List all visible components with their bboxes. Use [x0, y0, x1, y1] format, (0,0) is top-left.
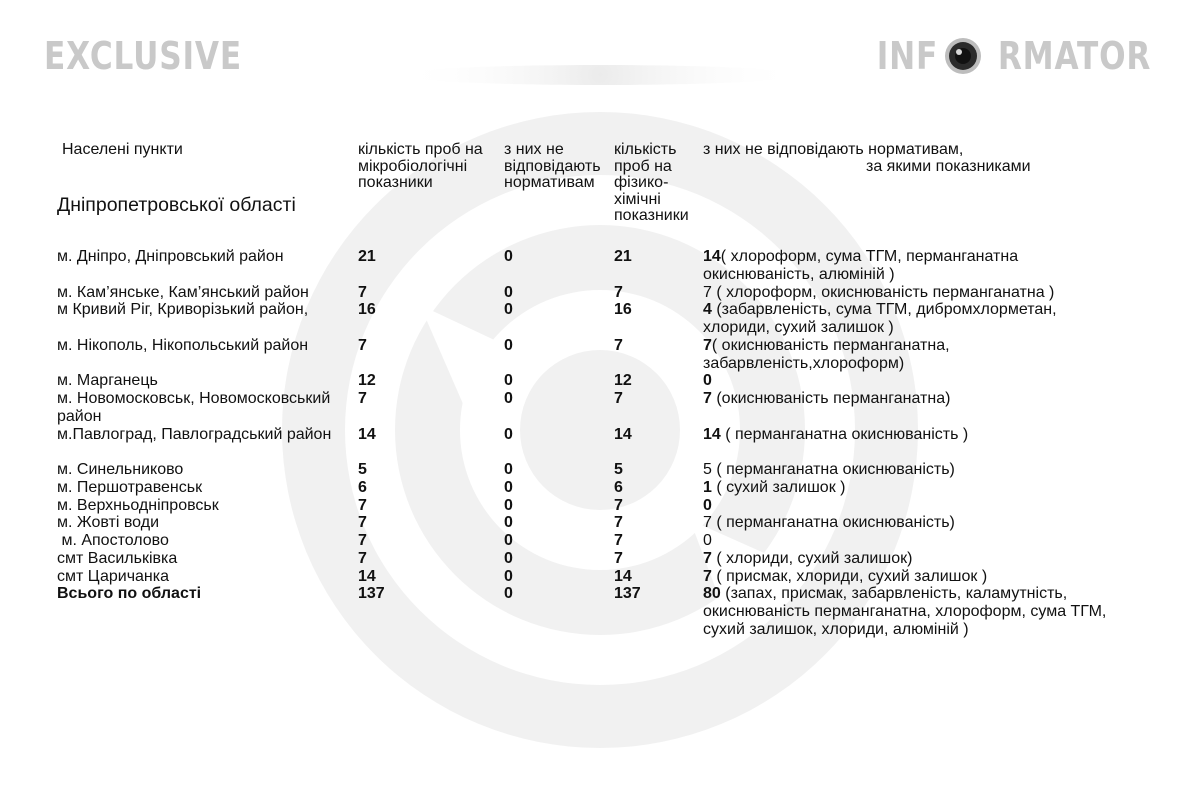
row-micro-bad: 0: [504, 372, 513, 389]
row-micro: 12: [358, 372, 376, 389]
row-phys-details: [703, 568, 987, 586]
row-phys-details: [703, 550, 912, 568]
row-micro-bad: 0: [504, 390, 513, 407]
header-phys-samples: кількість проб на фізико-хімічні показники: [614, 141, 689, 224]
row-phys-details: [703, 301, 1123, 337]
row-phys-bad: 7: [703, 514, 712, 531]
row-micro-bad: 0: [504, 568, 513, 585]
row-phys-bad: 80: [703, 585, 721, 602]
row-indicators: ( хлориди, сухий залишок): [711, 550, 913, 567]
row-name: м. Верхньодніпровськ: [57, 497, 219, 514]
row-phys: 7: [614, 550, 623, 567]
row-micro: 7: [358, 337, 367, 354]
row-micro-bad: 0: [504, 337, 513, 354]
row-phys-bad: 7: [703, 337, 712, 354]
row-phys: 7: [614, 532, 623, 549]
row-name: м Кривий Ріг, Криворізький район,: [57, 301, 309, 318]
row-indicators: ( хлороформ, сума ТГМ, перманганатна окиснюваність, алюміній ): [703, 248, 1019, 283]
row-name: м. Марганець: [57, 372, 158, 389]
header-phys-indicators: за якими показниками: [866, 158, 1031, 175]
row-name: м. Новомосковськ, Новомосковський район: [57, 390, 331, 425]
row-micro-bad: 0: [504, 497, 513, 514]
row-micro: 7: [358, 514, 367, 531]
row-micro-bad: 0: [504, 514, 513, 531]
row-phys-bad: 4: [703, 301, 712, 318]
row-indicators: ( присмак, хлориди, сухий залишок ): [711, 568, 988, 585]
row-name: м. Дніпро, Дніпровський район: [57, 248, 284, 265]
header-region: Дніпропетровської області: [57, 194, 296, 216]
row-micro-bad: 0: [504, 461, 513, 478]
row-phys-bad: 1: [703, 479, 712, 496]
row-micro-bad: 0: [504, 532, 513, 549]
row-name: Всього по області: [57, 585, 202, 602]
row-phys-bad: 0: [703, 532, 712, 549]
row-indicators: (забарвленість, сума ТГМ, дибромхлорметан, хлориди, сухий залишок ): [703, 301, 1057, 336]
row-indicators: ( перманганатна окиснюваність): [711, 514, 955, 531]
row-phys: 12: [614, 372, 632, 389]
row-micro: 7: [358, 284, 367, 301]
row-micro: 7: [358, 390, 367, 407]
informator-logo-text-a: INF: [876, 34, 939, 78]
row-name: м. Нікополь, Нікопольський район: [57, 337, 309, 354]
row-micro: 7: [358, 497, 367, 514]
row-phys: 16: [614, 301, 632, 318]
row-micro: 7: [358, 550, 367, 567]
row-indicators: ( перманганатна окиснюваність): [711, 461, 955, 478]
row-micro-bad: 0: [504, 284, 513, 301]
row-phys: 137: [614, 585, 641, 602]
row-phys-bad: 0: [703, 372, 712, 389]
row-phys: 14: [614, 568, 632, 585]
row-name: м.Павлоград, Павлоградський район: [57, 426, 332, 443]
row-phys-bad: 0: [703, 497, 712, 514]
row-micro: 14: [358, 568, 376, 585]
eye-icon: [943, 36, 983, 76]
row-phys: 7: [614, 284, 623, 301]
row-name: смт Васильківка: [57, 550, 178, 567]
row-phys-bad: 7: [703, 390, 712, 407]
row-name: м. Апостолово: [57, 532, 169, 549]
row-phys-details: [703, 479, 845, 497]
row-name: смт Царичанка: [57, 568, 170, 585]
row-phys-details: [703, 248, 1103, 284]
row-micro: 14: [358, 426, 376, 443]
informator-logo-text-b: RMATOR: [997, 34, 1152, 78]
row-phys-details: [703, 337, 1003, 373]
informator-logo: [870, 34, 1168, 78]
row-phys-bad: 5: [703, 461, 712, 478]
row-micro: 7: [358, 532, 367, 549]
row-micro-bad: 0: [504, 426, 513, 443]
row-phys-details: [703, 461, 955, 479]
header-phys-noncompliant: з них не відповідають нормативам,: [703, 141, 964, 158]
row-phys-bad: 14: [703, 248, 721, 265]
row-phys: 7: [614, 497, 623, 514]
row-micro-bad: 0: [504, 585, 513, 602]
row-phys-bad: 7: [703, 568, 712, 585]
row-phys: 7: [614, 390, 623, 407]
row-micro-bad: 0: [504, 479, 513, 496]
row-phys: 7: [614, 337, 623, 354]
row-indicators: ( хлороформ, окиснюваність перманганатна ): [711, 284, 1055, 301]
row-phys-details: [703, 514, 955, 532]
row-micro: 21: [358, 248, 376, 265]
row-indicators: ( сухий залишок ): [711, 479, 846, 496]
row-micro-bad: 0: [504, 248, 513, 265]
row-name: м. Кам’янське, Кам’янський район: [57, 284, 309, 301]
row-micro: 137: [358, 585, 385, 602]
row-phys-details: [703, 426, 968, 444]
row-phys: 5: [614, 461, 623, 478]
row-phys-details: [703, 284, 1123, 302]
row-phys: 21: [614, 248, 632, 265]
row-phys-bad: 7: [703, 284, 712, 301]
row-indicators: ( окиснюваність перманганатна, забарвленість,хлороформ): [703, 337, 950, 372]
row-micro: 6: [358, 479, 367, 496]
header-micro-samples: кількість проб на мікробіологічні показники: [358, 141, 483, 191]
row-name: м. Першотравенськ: [57, 479, 203, 496]
row-phys-details: [703, 585, 1128, 639]
row-phys: 7: [614, 514, 623, 531]
row-micro-bad: 0: [504, 301, 513, 318]
row-indicators: (запах, присмак, забарвленість, каламутність, окиснюваність перманганатна, хлороформ, сума ТГМ, сухий залишок, хлориди, алюміній ): [703, 585, 1107, 638]
row-indicators: (окиснюваність перманганатна): [711, 390, 951, 407]
row-phys-details: [703, 390, 950, 408]
exclusive-brand: EXCLUSIVE: [44, 34, 242, 78]
row-phys: 6: [614, 479, 623, 496]
row-name: м. Жовті води: [57, 514, 159, 531]
header-micro-noncompliant: з них не відповідають нормативам: [504, 141, 601, 191]
row-micro: 16: [358, 301, 376, 318]
row-phys-bad: 14: [703, 426, 721, 443]
row-name: м. Синельниково: [57, 461, 184, 478]
row-phys: 14: [614, 426, 632, 443]
header-settlements: Населені пункти: [62, 141, 183, 158]
row-micro-bad: 0: [504, 550, 513, 567]
row-phys-bad: 7: [703, 550, 712, 567]
row-micro: 5: [358, 461, 367, 478]
row-indicators: ( перманганатна окиснюваність ): [720, 426, 969, 443]
